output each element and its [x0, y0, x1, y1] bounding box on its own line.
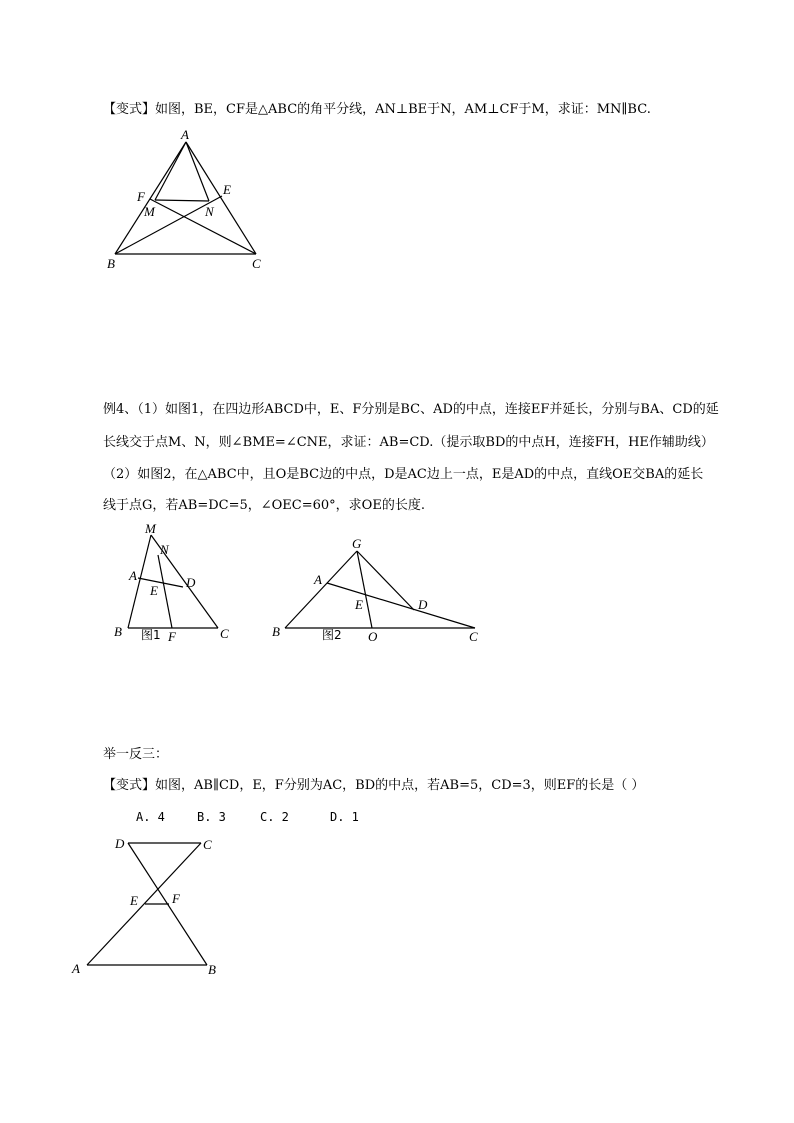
practice-statement: 【变式】如图，AB∥CD，E，F分别为AC，BD的中点，若AB=5，CD=3，则EF的长是（ ） — [103, 778, 645, 793]
label-e: E — [150, 583, 158, 598]
label-b: B — [272, 624, 280, 639]
example4-line2: 长线交于点M、N，则∠BME=∠CNE，求证：AB=CD.（提示取BD的中点H，连接FH，HE作辅助线） — [103, 435, 714, 450]
label-a: A — [129, 568, 137, 583]
segment-ca — [87, 843, 201, 965]
option-a: A. 4 — [136, 810, 165, 824]
label-e: E — [130, 893, 138, 908]
label-f: F — [168, 629, 176, 644]
label-b: B — [114, 624, 122, 639]
label-a: A — [181, 127, 189, 142]
label-a: A — [314, 572, 322, 587]
label-c: C — [469, 629, 478, 644]
label-f: F — [137, 189, 145, 204]
label-b: B — [208, 962, 216, 977]
label-c: C — [252, 256, 261, 271]
label-n: N — [160, 542, 169, 557]
example4-line1: 例4、（1）如图1，在四边形ABCD中，E、F分别是BC、AD的中点，连接EF并延长，分别与BA、CD的延 — [103, 402, 719, 417]
label-m: M — [145, 521, 156, 536]
example4-line3: （2）如图2，在△ABC中，且O是BC边的中点，D是AC边上一点，E是AD的中点，直线OE交BA的延长 — [103, 467, 704, 482]
option-d: D. 1 — [330, 810, 359, 824]
label-n: N — [205, 204, 214, 219]
label-b: B — [107, 256, 115, 271]
label-a: A — [72, 961, 80, 976]
option-b: B. 3 — [197, 810, 226, 824]
label-d: D — [186, 575, 196, 590]
label-d: D — [115, 836, 125, 851]
label-g: G — [352, 536, 362, 551]
figure-1-caption: 图1 — [141, 628, 161, 642]
variant1-statement: 【变式】如图，BE，CF是△ABC的角平分线，AN⊥BE于N，AM⊥CF于M，求证：MN∥BC. — [103, 102, 651, 117]
figure-2-caption: 图2 — [322, 628, 342, 642]
practice-heading: 举一反三： — [103, 747, 169, 762]
option-c: C. 2 — [260, 810, 289, 824]
example4-line4: 线于点G，若AB=DC=5，∠OEC=60°，求OE的长度. — [103, 498, 425, 513]
label-d: D — [418, 597, 428, 612]
label-f: F — [172, 891, 180, 906]
label-m: M — [144, 204, 155, 219]
label-e: E — [223, 182, 231, 197]
label-c: C — [220, 626, 229, 641]
label-e: E — [355, 597, 363, 612]
label-o: O — [368, 629, 378, 644]
label-c: C — [203, 837, 212, 852]
